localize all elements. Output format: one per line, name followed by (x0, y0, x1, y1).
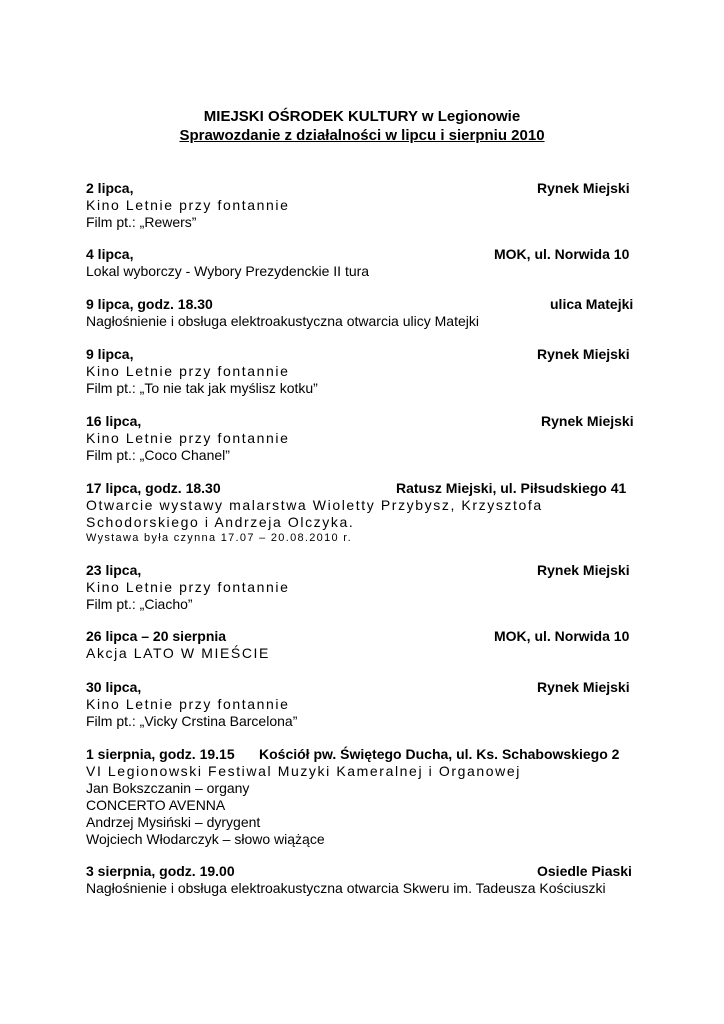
event-place: ulica Matejki (550, 296, 634, 312)
event-header (86, 562, 646, 579)
event-header (86, 246, 646, 263)
event-date: 9 lipca, godz. 18.30 (86, 296, 213, 312)
event-entry (86, 480, 646, 546)
event-date: 17 lipca, godz. 18.30 (86, 480, 221, 496)
event-entry (86, 679, 646, 730)
event-header (86, 746, 646, 763)
event-place: Ratusz Miejski, ul. Piłsudskiego 41 (396, 480, 627, 496)
event-header (86, 346, 646, 363)
event-line: Nagłośnienie i obsługa elektroakustyczna otwarcia Skweru im. Tadeusza Kościuszki (86, 880, 606, 896)
event-line: Schodorskiego i Andrzeja Olczyka. (86, 514, 355, 530)
event-date: 23 lipca, (86, 562, 142, 578)
event-line: Nagłośnienie i obsługa elektroakustyczna otwarcia ulicy Matejki (86, 313, 479, 329)
event-date: 2 lipca, (86, 180, 134, 196)
event-date: 1 sierpnia, godz. 19.15 (86, 746, 235, 762)
event-date: 30 lipca, (86, 679, 142, 695)
event-line: Film pt.: „Ciacho” (86, 596, 193, 612)
event-entry (86, 346, 646, 397)
event-line: CONCERTO AVENNA (86, 797, 226, 813)
event-place: Rynek Miejski (541, 413, 634, 429)
event-place: Osiedle Piaski (537, 863, 632, 879)
event-note: Wystawa była czynna 17.07 – 20.08.2010 r. (86, 532, 353, 544)
event-place: MOK, ul. Norwida 10 (494, 628, 630, 644)
event-line: Film pt.: „To nie tak jak myślisz kotku” (86, 380, 318, 396)
event-place: MOK, ul. Norwida 10 (494, 246, 630, 262)
event-line: Andrzej Mysiński – dyrygent (86, 814, 261, 830)
event-header (86, 679, 646, 696)
event-header (86, 480, 646, 497)
event-line: Kino Letnie przy fontannie (86, 197, 290, 213)
event-line: Kino Letnie przy fontannie (86, 363, 290, 379)
event-line: Film pt.: „Coco Chanel” (86, 447, 230, 463)
event-line: Film pt.: „Vicky Crstina Barcelona” (86, 713, 298, 729)
event-line: Akcja LATO W MIEŚCIE (86, 645, 270, 661)
event-entry (86, 562, 646, 613)
event-entry (86, 180, 646, 231)
event-date: 4 lipca, (86, 246, 134, 262)
event-date: 16 lipca, (86, 413, 142, 429)
event-line: Kino Letnie przy fontannie (86, 430, 290, 446)
event-line: Kino Letnie przy fontannie (86, 696, 290, 712)
event-header (86, 863, 646, 880)
event-date: 3 sierpnia, godz. 19.00 (86, 863, 235, 879)
event-header (86, 628, 646, 645)
event-date: 26 lipca – 20 sierpnia (86, 628, 227, 644)
event-line: Kino Letnie przy fontannie (86, 579, 290, 595)
event-place: Rynek Miejski (537, 180, 630, 196)
event-entry (86, 296, 646, 330)
event-line: Otwarcie wystawy malarstwa Wioletty Przybysz, Krzysztofa (86, 497, 543, 513)
event-place: Rynek Miejski (537, 679, 630, 695)
event-line: VI Legionowski Festiwal Muzyki Kameralnej i Organowej (86, 763, 521, 779)
document-title: MIEJSKI OŚRODEK KULTURY w Legionowie (203, 108, 521, 125)
event-line: Lokal wyborczy - Wybory Prezydenckie II tura (86, 263, 370, 279)
event-date: 9 lipca, (86, 346, 134, 362)
event-header (86, 413, 646, 430)
document-subtitle: Sprawozdanie z działalności w lipcu i sierpniu 2010 (179, 127, 545, 144)
event-entry (86, 746, 646, 848)
event-header (86, 180, 646, 197)
event-entry (86, 246, 646, 280)
event-line: Jan Bokszczanin – organy (86, 780, 250, 796)
event-entry (86, 863, 646, 897)
event-line: Film pt.: „Rewers” (86, 214, 197, 230)
event-place: Rynek Miejski (537, 562, 630, 578)
event-header (86, 296, 646, 313)
event-place: Rynek Miejski (537, 346, 630, 362)
event-line: Wojciech Włodarczyk – słowo wiążące (86, 831, 325, 847)
event-place: Kościół pw. Świętego Ducha, ul. Ks. Schabowskiego 2 (259, 746, 620, 762)
event-entry (86, 628, 646, 662)
event-entry (86, 413, 646, 464)
